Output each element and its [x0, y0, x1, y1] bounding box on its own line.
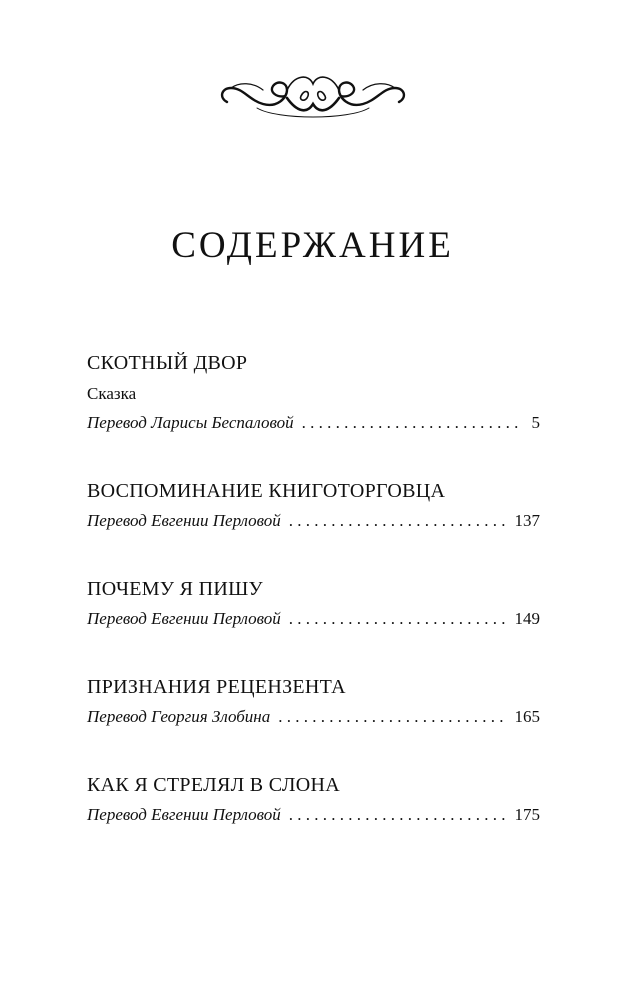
toc-entry-line [87, 604, 540, 634]
toc-entry [87, 672, 540, 732]
toc-entry-translator: Перевод Евгении Перловой [87, 805, 281, 824]
toc-entry-page-number: 175 [514, 805, 540, 824]
toc-entry [87, 574, 540, 634]
toc-entry [87, 770, 540, 830]
toc-entry-page-number: 137 [514, 511, 540, 530]
dot-leader [289, 604, 507, 634]
toc-entry-translator: Перевод Ларисы Беспаловой [87, 413, 294, 432]
toc-entry [87, 348, 540, 438]
dot-leader [289, 506, 507, 536]
toc-entry-title: СКОТНЫЙ ДВОР [87, 352, 248, 374]
toc-entry-title: ПОЧЕМУ Я ПИШУ [87, 578, 264, 600]
toc-entry-line [87, 702, 540, 732]
toc-entry-page-number: 165 [514, 707, 540, 726]
toc-entry-translator: Перевод Евгении Перловой [87, 511, 281, 530]
toc-entry-subtitle: Сказка [87, 384, 137, 403]
toc-entry-page-number: 149 [514, 609, 540, 628]
toc-entry-title: ВОСПОМИНАНИЕ КНИГОТОРГОВЦА [87, 480, 446, 502]
toc-entry-line [87, 408, 540, 438]
page-title: СОДЕРЖАНИЕ [171, 225, 454, 266]
toc-entry-title: ПРИЗНАНИЯ РЕЦЕНЗЕНТА [87, 676, 346, 698]
dot-leader [278, 702, 506, 732]
dot-leader [302, 408, 518, 438]
toc-entry-page-number: 5 [531, 413, 540, 432]
toc-entry-line [87, 506, 540, 536]
table-of-contents [87, 348, 540, 868]
toc-entry [87, 476, 540, 536]
toc-entry-title: КАК Я СТРЕЛЯЛ В СЛОНА [87, 774, 340, 796]
dot-leader [289, 800, 507, 830]
toc-entry-line [87, 800, 540, 830]
toc-entry-translator: Перевод Евгении Перловой [87, 609, 281, 628]
flourish-ornament-icon [217, 68, 409, 124]
toc-entry-translator: Перевод Георгия Злобина [87, 707, 271, 726]
